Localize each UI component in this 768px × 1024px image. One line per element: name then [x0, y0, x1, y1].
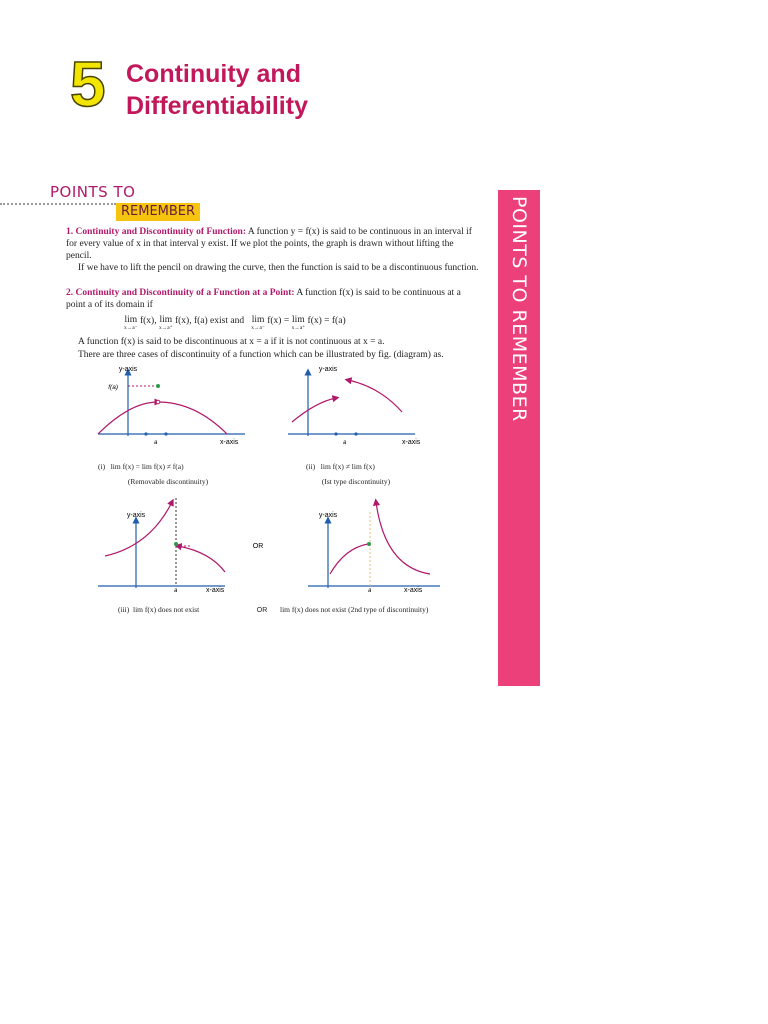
- chapter-title-line1: Continuity and: [126, 60, 301, 88]
- figure-second-type-a: [98, 498, 225, 594]
- item-2: [66, 287, 481, 311]
- item-2-number: 2.: [66, 288, 74, 298]
- caption-i-sub: (Removable discontinuity): [127, 477, 209, 486]
- lim-right-2: lim x→a⁺: [291, 315, 306, 331]
- fx-2: f(x),: [174, 316, 192, 326]
- fig2-a-label: a: [343, 440, 347, 446]
- or-label-2: OR: [256, 607, 268, 614]
- dotted-rule: [0, 203, 116, 205]
- item-2-line2: A function f(x) is said to be discontinuous at x = a if it is not continuous at x = a.: [78, 337, 385, 347]
- fig4-x-label: x-axis: [404, 587, 423, 594]
- lim-left-1: lim x→a⁻: [124, 315, 138, 331]
- or-label-1: OR: [252, 543, 264, 550]
- figure-second-type-b: [308, 502, 440, 594]
- item-1-text2: If we have to lift the pencil on drawing the curve, then the function is said to be a discontinuous function.: [78, 263, 479, 273]
- item-2-line3: There are three cases of discontinuity of a function which can be illustrated by fig. (diagram) as.: [78, 350, 444, 360]
- caption-iii-num: (iii): [118, 605, 130, 614]
- caption-iv: lim f(x) does not exist (2nd type of discontinuity): [280, 605, 429, 614]
- fx-1: f(x),: [139, 316, 157, 326]
- discontinuity-figures: [80, 362, 500, 622]
- item-1-number: 1.: [66, 227, 74, 237]
- remember-badge: REMEMBER: [116, 203, 200, 221]
- caption-i-text: lim f(x) = lim f(x) ≠ f(a): [110, 462, 184, 471]
- fig3-x-label: x-axis: [206, 587, 225, 594]
- eq-1: f(x) =: [267, 316, 290, 326]
- fig1-fa-label: f(a): [108, 384, 118, 391]
- caption-i-num: (i): [98, 462, 106, 471]
- fig3-y-label: y-axis: [126, 512, 146, 519]
- fig2-y-label: y-axis: [318, 366, 338, 373]
- caption-ii-sub: (Ist type discontinuity): [321, 477, 391, 486]
- fig1-hole: [156, 400, 160, 404]
- fig3-a-label: a: [174, 588, 178, 594]
- item-1-heading: Continuity and Discontinuity of Function:: [75, 227, 247, 237]
- caption-i: [98, 462, 238, 471]
- fig1-curve-right: [158, 402, 227, 434]
- chapter-title-line2: Differentiability: [126, 92, 308, 120]
- lim-left-2: lim x→a⁻: [251, 315, 265, 331]
- eq-2: f(x) = f(a): [307, 316, 346, 326]
- lim-right-1: lim x→a⁺: [158, 315, 173, 331]
- chapter-number: 5: [70, 48, 106, 120]
- item-1-text: A function y = f(x) is said to be continuous in an interval if for every value of x in that interval y exist. If we plot the points, the graph is drawn without lifting the pencil.: [66, 227, 472, 261]
- side-band-label: POINTS TO REMEMBER: [508, 196, 530, 422]
- figure-first-type: [288, 366, 421, 446]
- points-to-heading: POINTS TO: [50, 183, 136, 201]
- fig1-a-label: a: [154, 440, 158, 446]
- figure-removable: [98, 366, 245, 446]
- fig1-y-label: y-axis: [118, 366, 138, 373]
- fig1-fa-point: [156, 384, 160, 388]
- chapter-title: [126, 58, 308, 122]
- caption-iii: [118, 605, 248, 614]
- caption-ii-text: lim f(x) ≠ lim f(x): [320, 462, 375, 471]
- fig4-a-label: a: [368, 588, 372, 594]
- fig2-x-label: x-axis: [402, 439, 421, 446]
- fig1-x-label: x-axis: [220, 439, 239, 446]
- caption-ii-num: (ii): [306, 462, 316, 471]
- caption-iii-text: lim f(x) does not exist: [133, 605, 200, 614]
- continuity-condition: [124, 316, 346, 332]
- fa-exist: f(a) exist and: [193, 316, 245, 326]
- caption-ii: [306, 462, 426, 471]
- item-2-text: A function f(x) is said to be continuous at a point a of its domain if: [66, 288, 461, 310]
- item-1: [66, 226, 481, 262]
- side-band-label-wrap: [498, 190, 540, 686]
- fig4-y-label: y-axis: [318, 512, 338, 519]
- item-2-heading: Continuity and Discontinuity of a Function at a Point:: [75, 288, 295, 298]
